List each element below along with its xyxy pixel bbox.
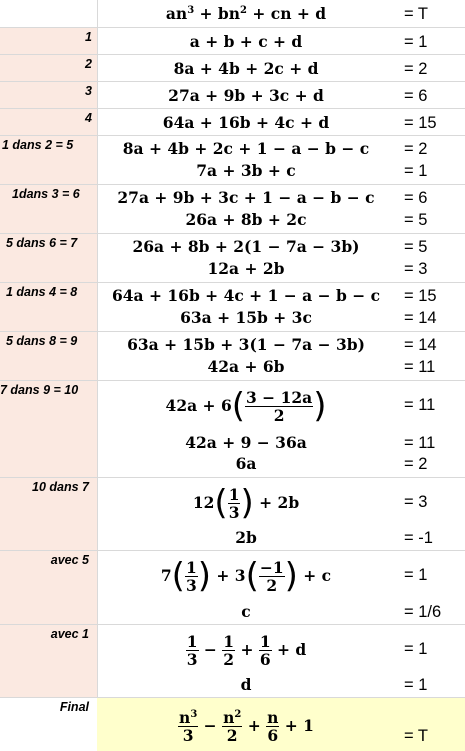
expression: 42a + 6b — [207, 357, 285, 376]
equation-row — [0, 332, 465, 381]
header-row — [0, 0, 465, 28]
expression-fraction-c: 7( $\frac{1}{3}$ ) + 3( $\frac{-1}{2}$ ) + c — [160, 556, 332, 596]
expression: 6a — [235, 454, 257, 473]
value: = 15 — [404, 114, 437, 132]
equation-row — [0, 551, 465, 625]
row-label: 5 dans 8 = 9 — [6, 334, 78, 348]
expression: 64a + 16b + 4c + d — [162, 113, 330, 132]
expression: 8a + 4b + 2c + 1 − a − b − c — [122, 139, 370, 158]
value: = 5 — [404, 238, 428, 256]
expression: c — [241, 602, 251, 621]
value: = 1/6 — [404, 603, 442, 621]
value: = 14 — [404, 309, 437, 327]
row-label: Final — [59, 700, 89, 714]
final-row — [0, 698, 465, 751]
row-label: avec 5 — [50, 553, 89, 567]
row-label: 7 dans 9 = 10 — [0, 383, 79, 397]
value: = 2 — [404, 140, 428, 158]
value: = 6 — [404, 189, 428, 207]
equation-row — [0, 82, 465, 109]
value: = -1 — [404, 529, 433, 547]
value: = 15 — [404, 287, 437, 305]
row-label: avec 1 — [50, 627, 89, 641]
value: = 6 — [404, 87, 428, 105]
row-label: 1 dans 2 = 5 — [2, 138, 74, 152]
expression: 63a + 15b + 3c — [180, 308, 312, 327]
value: = 1 — [404, 676, 428, 694]
row-label: 10 dans 7 — [32, 480, 89, 494]
expression: 12a + 2b — [207, 259, 285, 278]
expression: 42a + 9 − 36a — [185, 433, 307, 452]
equation-row — [0, 136, 465, 185]
equation-row — [0, 109, 465, 136]
expression-fraction-a: 42a + 6( $\frac{3 - 12a}{2}$ ) — [165, 386, 327, 426]
value: = 3 — [404, 260, 428, 278]
equation-row — [0, 55, 465, 82]
equation-row — [0, 478, 465, 551]
value: = 11 — [404, 358, 436, 376]
final-formula: $\frac{n^3}{3}$ − $\frac{n^2}{2}$ + $\frac{n}{6}$ + 1 — [179, 707, 314, 745]
header-value: = T — [404, 5, 429, 23]
row-label: 1 dans 4 = 8 — [6, 285, 78, 299]
expression: a + b + c + d — [189, 32, 303, 51]
value: = 1 — [404, 162, 428, 180]
expression: 2b — [235, 528, 257, 547]
row-label: 3 — [85, 84, 92, 98]
equation-row — [0, 234, 465, 283]
value: = 2 — [404, 455, 428, 473]
equation-row — [0, 381, 465, 478]
expression: 64a + 16b + 4c + 1 − a − b − c — [111, 286, 381, 305]
expression-fraction-d: $\frac{1}{3}$ − $\frac{1}{2}$ + $\frac{1}{6}$ + d — [186, 631, 307, 669]
equation-row — [0, 185, 465, 234]
expression: 27a + 9b + 3c + 1 − a − b − c — [117, 188, 375, 207]
expression: 63a + 15b + 3(1 − 7a − 3b) — [127, 335, 365, 354]
expression: 26a + 8b + 2(1 − 7a − 3b) — [132, 237, 360, 256]
expression: 27a + 9b + 3c + d — [168, 86, 324, 105]
expression: 7a + 3b + c — [196, 161, 296, 180]
equation-row — [0, 283, 465, 332]
final-value: = T — [404, 727, 429, 745]
row-label: 2 — [85, 57, 92, 71]
value: = 14 — [404, 336, 437, 354]
value: = 3 — [404, 493, 428, 511]
equation-row — [0, 625, 465, 698]
value: = 5 — [404, 211, 428, 229]
value: = 1 — [404, 33, 428, 51]
expression: 26a + 8b + 2c — [185, 210, 307, 229]
value: = 1 — [404, 640, 428, 658]
expression-fraction-b: 12( $\frac{1}{3}$ ) + 2b — [192, 483, 300, 523]
value: = 1 — [404, 566, 428, 584]
row-label: 1dans 3 = 6 — [12, 187, 80, 201]
row-label: 4 — [85, 111, 92, 125]
value: = 11 — [404, 396, 436, 414]
header-formula: $an^3 + bn^2$ + cn + d — [165, 4, 327, 23]
value: = 2 — [404, 60, 428, 78]
expression: d — [240, 675, 252, 694]
row-label: 1 — [85, 30, 92, 44]
equation-row — [0, 28, 465, 55]
row-label: 5 dans 6 = 7 — [6, 236, 78, 250]
value: = 11 — [404, 434, 436, 452]
expression: 8a + 4b + 2c + d — [173, 59, 319, 78]
